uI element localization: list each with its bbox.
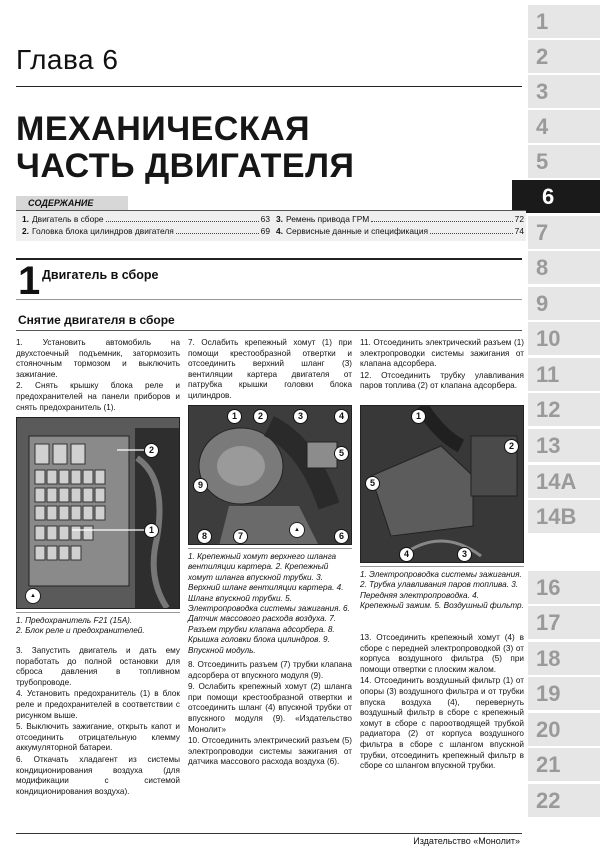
fig2-marker-3: 3	[293, 409, 308, 424]
step-13: 13. Отсоединить крепежный хомут (4) в сборе с передней электропроводкой (3) от корпуса воздушного фильтра (5) при помощи отвертки с плоским жалом.	[360, 633, 524, 674]
column-2-top	[188, 338, 352, 403]
toc-item-3[interactable]	[276, 214, 524, 224]
step-12: 12. Отсоединить трубку улавливания паров топлива (2) от клапана адсорбера.	[360, 370, 524, 391]
toc-item-label: Двигатель в сборе	[32, 214, 104, 224]
fig1-caption-line-2: 2. Блок реле и предохранителей.	[16, 626, 145, 636]
toc-item-1[interactable]	[22, 214, 270, 224]
column-3-bottom	[360, 633, 524, 773]
toc	[16, 211, 526, 241]
publisher-logo-icon: ▲	[25, 588, 41, 604]
fig2-marker-4: 4	[334, 409, 349, 424]
chapter-tab-16[interactable]: 16	[528, 571, 600, 605]
chapter-tab-14a[interactable]: 14A	[528, 465, 600, 499]
title-line-2: ЧАСТЬ ДВИГАТЕЛЯ	[16, 147, 355, 185]
toc-item-label: Ремень привода ГРМ	[286, 214, 370, 224]
toc-heading: СОДЕРЖАНИЕ	[16, 196, 128, 210]
subsection-rule	[16, 330, 522, 331]
step-4: 4. Установить предохранитель (1) в блок реле и предохранителей в соответствии с рисунком выше.	[16, 689, 180, 720]
toc-dot-leader	[176, 227, 259, 234]
chapter-tab-10[interactable]: 10	[528, 322, 600, 356]
step-10: 10. Отсоединить электрический разъем (5) электропроводки системы зажигания от датчика массового расхода воздуха (6).	[188, 736, 352, 767]
chapter-tabs	[526, 0, 600, 849]
toc-dot-leader	[371, 215, 512, 222]
step-7: 7. Ослабить крепежный хомут (1) при помощи крестообразной отвертки и отсоединить верхний шланг (3) вентиляции картера двигателя от патрубка крышки головки блока цилиндров.	[188, 338, 352, 400]
toc-item-page: 72	[514, 214, 524, 224]
chapter-label: Глава 6	[16, 44, 119, 75]
chapter-tab-19[interactable]: 19	[528, 677, 600, 711]
fig3-marker-3: 3	[457, 547, 472, 562]
fig2-marker-1: 1	[227, 409, 242, 424]
chapter-tab-22[interactable]: 22	[528, 784, 600, 818]
fig2-marker-8: 8	[197, 529, 212, 544]
chapter-tab-13[interactable]: 13	[528, 429, 600, 463]
fig1-caption-line-1: 1. Предохранитель F21 (15A).	[16, 616, 133, 625]
subsection-title: Снятие двигателя в сборе	[18, 313, 175, 327]
chapter-tab-2[interactable]: 2	[528, 40, 600, 74]
chapter-tab-14b[interactable]: 14B	[528, 500, 600, 534]
step-11: 11. Отсоединить электрический разъем (1) электропроводки системы зажигания от клапана адсорбера.	[360, 338, 524, 369]
column-2-bottom	[188, 660, 352, 769]
fig2-marker-6: 6	[334, 529, 349, 544]
fig3-marker-5: 5	[365, 476, 380, 491]
toc-item-num: 3.	[276, 214, 283, 224]
page-title	[16, 111, 354, 185]
header-rule	[16, 86, 522, 87]
fig2-caption: 1. Крепежный хомут верхнего шланга вентиляции картера. 2. Крепежный хомут шланга впускной трубки. 3. Верхний шланг вентиляции картера. 4. Шланг впускной трубки. 5. Электропроводка системы зажигания. 6. Датчик массового расхода воздуха. 7. Разъем трубки клапана адсорбера. 8. Крышка головки блока цилиндров. 9. Впускной модуль.	[188, 548, 352, 656]
fig2-marker-7: 7	[233, 529, 248, 544]
step-3: 3. Запустить двигатель и дать ему поработать до полной остановки для сброса давления в топливном трубопроводе.	[16, 646, 180, 687]
chapter-tab-1[interactable]: 1	[528, 5, 600, 39]
toc-item-page: 63	[260, 214, 270, 224]
chapter-tab-20[interactable]: 20	[528, 713, 600, 747]
chapter-tab-3[interactable]: 3	[528, 75, 600, 109]
chapter-tab-7[interactable]: 7	[528, 216, 600, 250]
toc-item-label: Сервисные данные и спецификация	[286, 226, 429, 236]
fig3-caption: 1. Электропроводка системы зажигания. 2. Трубка улавливания паров топлива. 3. Передняя электропроводка. 4. Крепежный зажим. 5. Воздушный фильтр.	[360, 566, 524, 612]
column-1-bottom	[16, 646, 180, 798]
photo-air-filter	[360, 405, 524, 563]
section-title: Двигатель в сборе	[42, 268, 159, 282]
section-number: 1	[18, 259, 41, 303]
chapter-tab-17[interactable]: 17	[528, 606, 600, 640]
fig3-marker-1: 1	[411, 409, 426, 424]
chapter-tab-18[interactable]: 18	[528, 642, 600, 676]
chapter-tab-11[interactable]: 11	[528, 358, 600, 392]
chapter-tab-8[interactable]: 8	[528, 251, 600, 285]
toc-item-2[interactable]	[22, 226, 270, 236]
photo-fuse-box	[16, 417, 180, 609]
step-1: 1. Установить автомобиль на двухстоечный подъемник, затормозить стояночным тормозом и выключить зажигание.	[16, 338, 180, 379]
column-3-top	[360, 338, 524, 393]
toc-item-label: Головка блока цилиндров двигателя	[32, 226, 174, 236]
column-1-top	[16, 338, 180, 414]
fig1-marker-2: 2	[144, 443, 159, 458]
toc-item-num: 1.	[22, 214, 29, 224]
toc-item-num: 4.	[276, 226, 283, 236]
intake-module-illustration	[189, 406, 352, 545]
toc-dot-leader	[430, 227, 513, 234]
step-5: 5. Выключить зажигание, открыть капот и отсоединить отрицательную клемму аккумуляторной батареи.	[16, 722, 180, 753]
fig3-marker-2: 2	[504, 439, 519, 454]
step-8: 8. Отсоединить разъем (7) трубки клапана адсорбера от впускного модуля (9).	[188, 660, 352, 680]
chapter-tab-4[interactable]: 4	[528, 110, 600, 144]
step-6: 6. Откачать хладагент из системы кондиционирования воздуха (для модификации с системой кондиционирования воздуха).	[16, 754, 180, 796]
toc-dot-leader	[106, 215, 259, 222]
publisher-logo-icon: ▲	[289, 522, 305, 538]
toc-item-num: 2.	[22, 226, 29, 236]
step-14: 14. Отсоединить воздушный фильтр (1) от опоры (3) воздушного фильтра и от трубки впуска воздуха (4), перевернуть воздушный фильтр в сборе с крепежный хомут в сборе с пароотводящей трубкой радиатора (2) от корпуса воздушного фильтра в сборе с шлангом впускной трубки, отсоединить крепежный фильтр в сборе со шлангом впускной трубки.	[360, 676, 524, 771]
step-2: 2. Снять крышку блока реле и предохранителей на панели приборов и снять предохранитель (1).	[16, 381, 180, 412]
footer-rule	[16, 833, 522, 834]
chapter-tab-5[interactable]: 5	[528, 145, 600, 179]
chapter-tab-21[interactable]: 21	[528, 748, 600, 782]
chapter-tab-9[interactable]: 9	[528, 287, 600, 321]
chapter-tab-12[interactable]: 12	[528, 393, 600, 427]
fig3-marker-4: 4	[399, 547, 414, 562]
title-line-1: МЕХАНИЧЕСКАЯ	[16, 110, 311, 148]
toc-item-page: 69	[260, 226, 270, 236]
toc-item-page: 74	[514, 226, 524, 236]
fig2-marker-9: 9	[193, 478, 208, 493]
photo-intake-module	[188, 405, 352, 545]
chapter-tab-6-active[interactable]: 6	[512, 180, 600, 214]
footer-publisher: Издательство «Монолит»	[413, 836, 520, 846]
fig1-marker-1: 1	[144, 523, 159, 538]
fig2-marker-5: 5	[334, 446, 349, 461]
fig2-marker-2: 2	[253, 409, 268, 424]
fig1-caption	[16, 612, 180, 637]
air-filter-illustration	[361, 406, 524, 563]
step-9: 9. Ослабить крепежный хомут (2) шланга при помощи крестообразной отвертки и отсоединить шланг (4) впускной трубки от впускного модуля (9). «Издательство Монолит»	[188, 682, 352, 734]
toc-item-4[interactable]	[276, 226, 524, 236]
